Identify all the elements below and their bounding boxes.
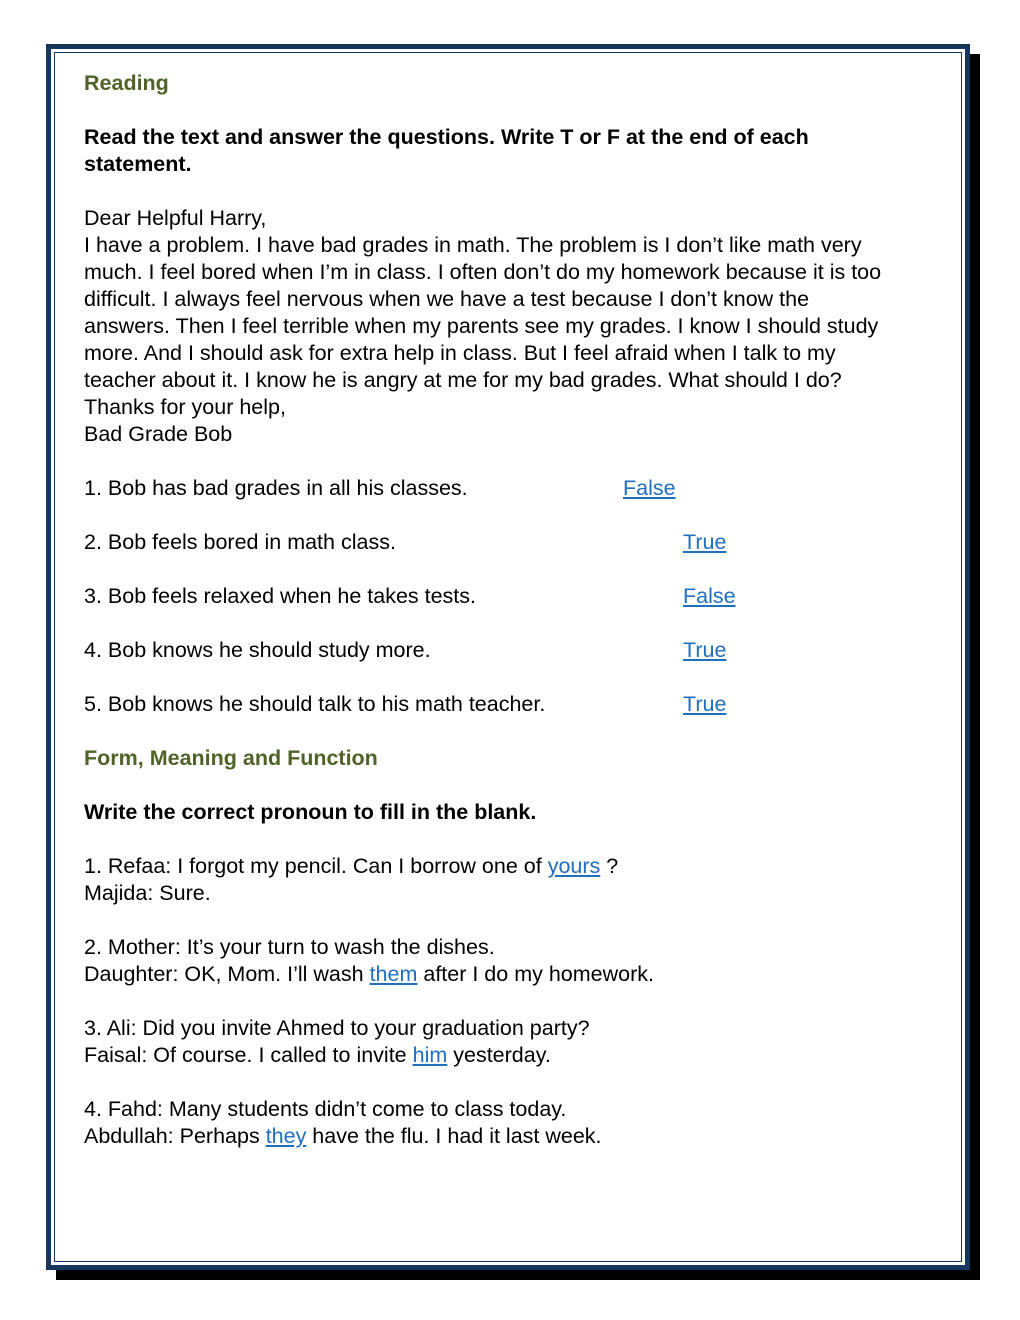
question-row	[84, 691, 964, 718]
question-text: 4. Bob knows he should study more.	[84, 638, 431, 662]
dialogue-item: 4. Fahd: Many students didn’t come to class today. Abdullah: Perhaps they have the flu. I had it last week.	[84, 1097, 602, 1148]
letter-line: I have a problem. I have bad grades in math. The problem is I don’t like math very	[84, 233, 862, 257]
pronoun-answer[interactable]: they	[265, 1124, 307, 1148]
reading-heading: Reading	[84, 71, 169, 95]
question-row	[84, 583, 964, 610]
worksheet-content	[84, 70, 964, 1150]
answer-link[interactable]: True	[683, 638, 727, 662]
answer-link[interactable]: True	[683, 692, 727, 716]
letter-salutation: Dear Helpful Harry,	[84, 206, 267, 230]
dialogue-item: 1. Refaa: I forgot my pencil. Can I borrow one of yours ? Majida: Sure.	[84, 854, 619, 905]
letter-line: much. I feel bored when I’m in class. I often don’t do my homework because it is too	[84, 260, 882, 284]
letter-line: difficult. I always feel nervous when we have a test because I don’t know the	[84, 287, 810, 311]
pronoun-answer[interactable]: them	[369, 962, 418, 986]
letter-line: teacher about it. I know he is angry at me for my bad grades. What should I do?	[84, 368, 842, 392]
form-instruction: Write the correct pronoun to fill in the blank.	[84, 800, 537, 824]
reading-instruction: Read the text and answer the questions. Write T or F at the end of each statement.	[84, 125, 809, 176]
question-text: 2. Bob feels bored in math class.	[84, 530, 396, 554]
question-row	[84, 529, 964, 556]
dialogue-item: 2. Mother: It’s your turn to wash the dishes. Daughter: OK, Mom. I’ll wash them after I do my homework.	[84, 935, 654, 986]
answer-link[interactable]: True	[683, 530, 727, 554]
letter-closing: Thanks for your help,	[84, 395, 286, 419]
question-text: 3. Bob feels relaxed when he takes tests.	[84, 584, 477, 608]
letter	[84, 205, 964, 448]
question-text: 5. Bob knows he should talk to his math teacher.	[84, 692, 546, 716]
pronoun-answer[interactable]: him	[412, 1043, 448, 1067]
question-row	[84, 637, 964, 664]
letter-line: more. And I should ask for extra help in class. But I feel afraid when I talk to my	[84, 341, 836, 365]
form-heading: Form, Meaning and Function	[84, 746, 378, 770]
answer-link[interactable]: False	[683, 584, 736, 608]
answer-link[interactable]: False	[623, 476, 676, 500]
letter-line: answers. Then I feel terrible when my parents see my grades. I know I should study	[84, 314, 879, 338]
letter-signature: Bad Grade Bob	[84, 422, 233, 446]
pronoun-answer[interactable]: yours	[547, 854, 601, 878]
dialogue-item: 3. Ali: Did you invite Ahmed to your graduation party? Faisal: Of course. I called to invite him yesterday.	[84, 1016, 590, 1067]
question-row	[84, 475, 964, 502]
question-text: 1. Bob has bad grades in all his classes.	[84, 476, 468, 500]
